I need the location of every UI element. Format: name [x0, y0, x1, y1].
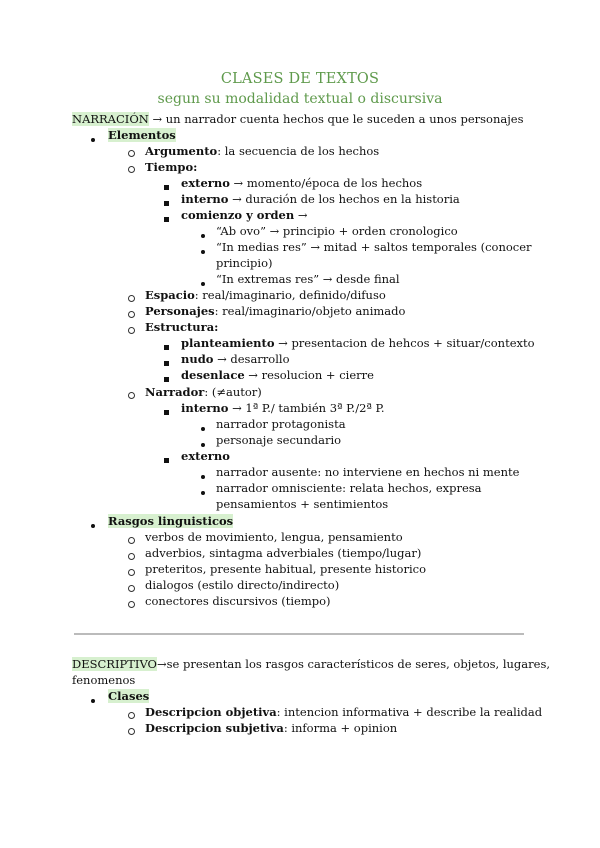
- list-item: personaje secundario: [216, 433, 342, 447]
- bullet-icon: [201, 420, 205, 434]
- term-estructura: Estructura: [145, 320, 215, 334]
- term-externo: externo: [181, 449, 230, 463]
- square-bullet-icon: [164, 179, 169, 193]
- list-item: narrador ausente: no interviene en hechos ni mente: [216, 465, 520, 479]
- descriptivo-heading: [72, 656, 550, 672]
- square-bullet-icon: [164, 339, 169, 353]
- descriptivo-intro-continuation: fenomenos: [72, 673, 136, 687]
- term-desenlace: desenlace: [181, 368, 245, 382]
- bullet-icon: [201, 243, 205, 257]
- colon: :: [214, 320, 219, 334]
- bullet-icon: [91, 692, 95, 706]
- narracion-intro: → un narrador cuenta hechos que le suceden a unos personajes: [148, 112, 524, 126]
- term-argumento: Argumento: [145, 144, 218, 158]
- colon: :: [193, 160, 198, 174]
- list-item-continuation: pensamientos + sentimientos: [216, 497, 389, 511]
- desc-narrador: : (≠autor): [204, 385, 262, 399]
- square-bullet-icon: [164, 355, 169, 369]
- narracion-heading: [72, 111, 524, 127]
- list-item: dialogos (estilo directo/indirecto): [145, 578, 340, 592]
- term-planteamiento: planteamiento: [181, 336, 275, 350]
- circle-bullet-icon: [128, 533, 135, 547]
- circle-bullet-icon: [128, 708, 135, 722]
- list-item: [145, 287, 386, 303]
- square-bullet-icon: [164, 404, 169, 418]
- square-bullet-icon: [164, 452, 169, 466]
- desc-desenlace: → resolucion + cierre: [244, 368, 374, 382]
- circle-bullet-icon: [128, 597, 135, 611]
- list-item-continuation: principio): [216, 256, 273, 270]
- circle-bullet-icon: [128, 565, 135, 579]
- list-item: conectores discursivos (tiempo): [145, 594, 331, 608]
- term-interno: interno: [181, 401, 229, 415]
- square-bullet-icon: [164, 195, 169, 209]
- desc-interno: → 1ª P./ también 3ª P./2ª P.: [228, 401, 385, 415]
- term-personajes: Personajes: [145, 304, 215, 318]
- desc-interno: → duración de los hechos en la historia: [228, 192, 460, 206]
- narracion-label: NARRACIÓN: [72, 112, 149, 126]
- term-espacio: Espacio: [145, 288, 195, 302]
- rasgos-heading: Rasgos linguisticos: [108, 514, 234, 528]
- list-item: verbos de movimiento, lengua, pensamiento: [145, 530, 403, 544]
- list-item: [181, 335, 535, 351]
- desc-personajes: : real/imaginario/objeto animado: [214, 304, 406, 318]
- term-tiempo: Tiempo: [145, 160, 194, 174]
- term-descripcion-subjetiva: Descripcion subjetiva: [145, 721, 284, 735]
- page-title: CLASES DE TEXTOS: [220, 71, 380, 87]
- bullet-icon: [201, 227, 205, 241]
- desc-planteamiento: → presentacion de hehcos + situar/contexto: [274, 336, 535, 350]
- descriptivo-label: DESCRIPTIVO: [72, 657, 157, 671]
- circle-bullet-icon: [128, 307, 135, 321]
- circle-bullet-icon: [128, 388, 135, 402]
- descriptivo-intro: →se presentan los rasgos característicos de seres, objetos, lugares,: [156, 657, 550, 671]
- circle-bullet-icon: [128, 581, 135, 595]
- list-item: [181, 351, 290, 367]
- bullet-icon: [201, 468, 205, 482]
- list-item: narrador omnisciente: relata hechos, expresa: [216, 481, 482, 495]
- elementos-heading: Elementos: [108, 128, 176, 142]
- circle-bullet-icon: [128, 724, 135, 738]
- list-item: “Ab ovo” → principio + orden cronologico: [216, 224, 458, 238]
- circle-bullet-icon: [128, 146, 135, 160]
- desc-descripcion-subjetiva: : informa + opinion: [283, 721, 398, 735]
- circle-bullet-icon: [128, 549, 135, 563]
- term-descripcion-objetiva: Descripcion objetiva: [145, 705, 277, 719]
- list-item: [145, 319, 218, 335]
- term-comienzo: comienzo y orden: [181, 208, 295, 222]
- list-item: [181, 400, 385, 416]
- list-item: adverbios, sintagma adverbiales (tiempo/lugar): [145, 546, 422, 560]
- circle-bullet-icon: [128, 162, 135, 176]
- list-item: [181, 207, 308, 223]
- list-item: preteritos, presente habitual, presente historico: [145, 562, 426, 576]
- list-item: [108, 688, 149, 704]
- circle-bullet-icon: [128, 291, 135, 305]
- term-narrador: Narrador: [145, 385, 205, 399]
- square-bullet-icon: [164, 371, 169, 385]
- list-item: “In extremas res” → desde final: [216, 272, 400, 286]
- list-item: [145, 720, 397, 736]
- list-item: [145, 384, 262, 400]
- list-item: [181, 191, 460, 207]
- desc-argumento: : la secuencia de los hechos: [217, 144, 380, 158]
- list-item: [181, 448, 230, 464]
- list-item: [181, 175, 422, 191]
- term-nudo: nudo: [181, 352, 214, 366]
- square-bullet-icon: [164, 211, 169, 225]
- section-divider: [74, 633, 524, 635]
- desc-externo: → momento/época de los hechos: [229, 176, 423, 190]
- list-item: narrador protagonista: [216, 417, 346, 431]
- list-item: [108, 513, 233, 529]
- circle-bullet-icon: [128, 323, 135, 337]
- list-item: [145, 143, 379, 159]
- bullet-icon: [91, 131, 95, 145]
- clases-heading: Clases: [108, 689, 150, 703]
- bullet-icon: [91, 517, 95, 531]
- list-item: [145, 159, 197, 175]
- desc-espacio: : real/imaginario, definido/difuso: [194, 288, 386, 302]
- bullet-icon: [201, 484, 205, 498]
- list-item: “In medias res” → mitad + saltos temporales (conocer: [216, 240, 532, 254]
- page-subtitle: segun su modalidad textual o discursiva: [157, 91, 443, 107]
- term-externo: externo: [181, 176, 230, 190]
- arrow: →: [294, 208, 308, 222]
- list-item: [145, 704, 542, 720]
- term-interno: interno: [181, 192, 229, 206]
- list-item: [108, 127, 176, 143]
- list-item: [181, 367, 374, 383]
- list-item: [145, 303, 405, 319]
- desc-descripcion-objetiva: : intencion informativa + describe la realidad: [276, 705, 543, 719]
- desc-nudo: → desarrollo: [213, 352, 290, 366]
